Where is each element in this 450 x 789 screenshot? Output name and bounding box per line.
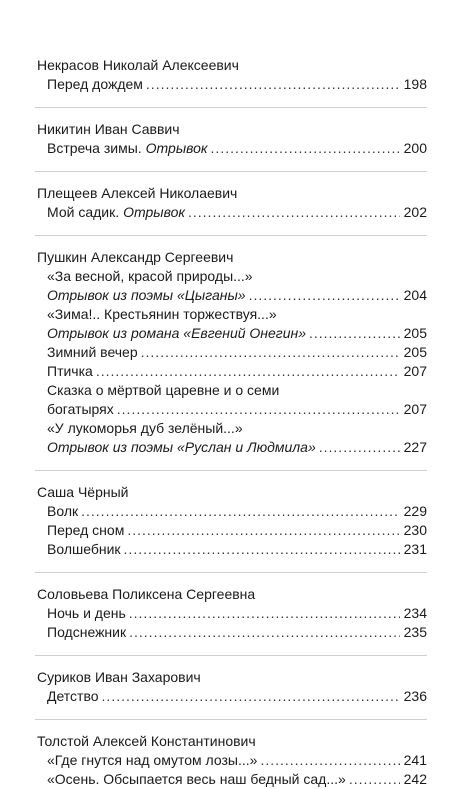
toc-entry[interactable] [35, 267, 427, 305]
toc-entry[interactable] [35, 751, 427, 770]
toc-entry[interactable] [35, 362, 427, 381]
entry-title: Перед сном [47, 522, 125, 538]
leader-dots [127, 521, 400, 540]
entry-title: Сказка о мёртвой царевне и о семи [47, 382, 280, 398]
entry-title: Перед дождем [47, 76, 143, 92]
leader-dots [129, 604, 400, 623]
page-number: 234 [403, 605, 427, 621]
leader-dots [129, 623, 400, 642]
leader-dots [249, 286, 400, 305]
page-number: 241 [403, 752, 427, 768]
page-number: 227 [403, 439, 427, 455]
toc-entry[interactable] [35, 604, 427, 623]
leader-dots [349, 770, 400, 789]
section-divider [35, 235, 427, 236]
toc-entry[interactable] [35, 687, 427, 706]
toc-entry[interactable] [35, 75, 427, 94]
toc-entry[interactable] [35, 502, 427, 521]
toc-section [35, 248, 427, 457]
entry-title: Волшебник [47, 541, 121, 557]
toc-entry[interactable] [35, 770, 427, 789]
page-number: 205 [403, 344, 427, 360]
author-name: Никитин Иван Саввич [37, 121, 180, 137]
entry-note: Отрывок [123, 204, 185, 220]
leader-dots [188, 203, 400, 222]
toc-entry[interactable] [35, 139, 427, 158]
leader-dots [117, 400, 400, 419]
entry-title: Детство [47, 688, 99, 704]
entry-title: Зимний вечер [47, 344, 138, 360]
page-number: 204 [403, 287, 427, 303]
section-divider [35, 572, 427, 573]
page-number: 207 [403, 401, 427, 417]
page-number: 230 [403, 522, 427, 538]
leader-dots [81, 502, 400, 521]
author-name: Саша Чёрный [37, 484, 129, 500]
section-divider [35, 719, 427, 720]
page-number: 202 [403, 204, 427, 220]
entry-title: Волк [47, 503, 79, 519]
toc-section [35, 483, 427, 559]
section-divider [35, 655, 427, 656]
leader-dots [124, 540, 400, 559]
entry-title-continued: богатырях [47, 401, 114, 417]
leader-dots [146, 75, 400, 94]
toc-section [35, 585, 427, 642]
entry-title: Мой садик. [47, 204, 120, 220]
author-name: Плещеев Алексей Николаевич [37, 185, 238, 201]
author-name: Суриков Иван Захарович [37, 669, 201, 685]
author-name: Пушкин Александр Сергеевич [37, 249, 234, 265]
entry-title: «Зима!.. Крестьянин торжествуя...» [47, 306, 277, 322]
leader-dots [211, 139, 400, 158]
page-number: 236 [403, 688, 427, 704]
table-of-contents [35, 48, 427, 789]
entry-title: Ночь и день [47, 605, 126, 621]
leader-dots [96, 362, 400, 381]
entry-title: «У лукоморья дуб зелёный...» [47, 420, 243, 436]
toc-section [35, 56, 427, 94]
entry-title: Встреча зимы. [47, 140, 142, 156]
section-divider [35, 470, 427, 471]
leader-dots [141, 343, 400, 362]
leader-dots [260, 751, 400, 770]
page-number: 200 [403, 140, 427, 156]
entry-title: «Где гнутся над омутом лозы...» [47, 752, 258, 768]
author-name: Некрасов Николай Алексеевич [37, 57, 239, 73]
toc-entry[interactable] [35, 623, 427, 642]
toc-section [35, 120, 427, 158]
author-name: Соловьева Поликсена Сергеевна [37, 586, 256, 602]
toc-entry[interactable] [35, 381, 427, 419]
page-number: 207 [403, 363, 427, 379]
leader-dots [309, 324, 400, 343]
page-number: 235 [403, 624, 427, 640]
section-divider [35, 171, 427, 172]
toc-entry[interactable] [35, 343, 427, 362]
entry-title: «За весной, красой природы...» [47, 268, 253, 284]
leader-dots [319, 438, 400, 457]
entry-subtitle: Отрывок из романа «Евгений Онегин» [47, 325, 306, 341]
leader-dots [102, 687, 400, 706]
entry-title: Подснежник [47, 624, 127, 640]
toc-section [35, 184, 427, 222]
toc-entry[interactable] [35, 203, 427, 222]
section-divider [35, 107, 427, 108]
author-name: Толстой Алексей Константинович [37, 733, 256, 749]
toc-entry[interactable] [35, 540, 427, 559]
entry-title: Птичка [47, 363, 93, 379]
page-number: 242 [403, 771, 427, 787]
page-number: 231 [403, 541, 427, 557]
page-number: 205 [403, 325, 427, 341]
entry-subtitle: Отрывок из поэмы «Руслан и Людмила» [47, 439, 316, 455]
entry-title: «Осень. Обсыпается весь наш бедный сад...» [47, 771, 346, 787]
toc-section [35, 732, 427, 789]
toc-entry[interactable] [35, 305, 427, 343]
page-number: 198 [403, 76, 427, 92]
entry-subtitle: Отрывок из поэмы «Цыганы» [47, 287, 246, 303]
toc-entry[interactable] [35, 521, 427, 540]
toc-entry[interactable] [35, 419, 427, 457]
page-number: 229 [403, 503, 427, 519]
toc-section [35, 668, 427, 706]
entry-note: Отрывок [145, 140, 208, 156]
